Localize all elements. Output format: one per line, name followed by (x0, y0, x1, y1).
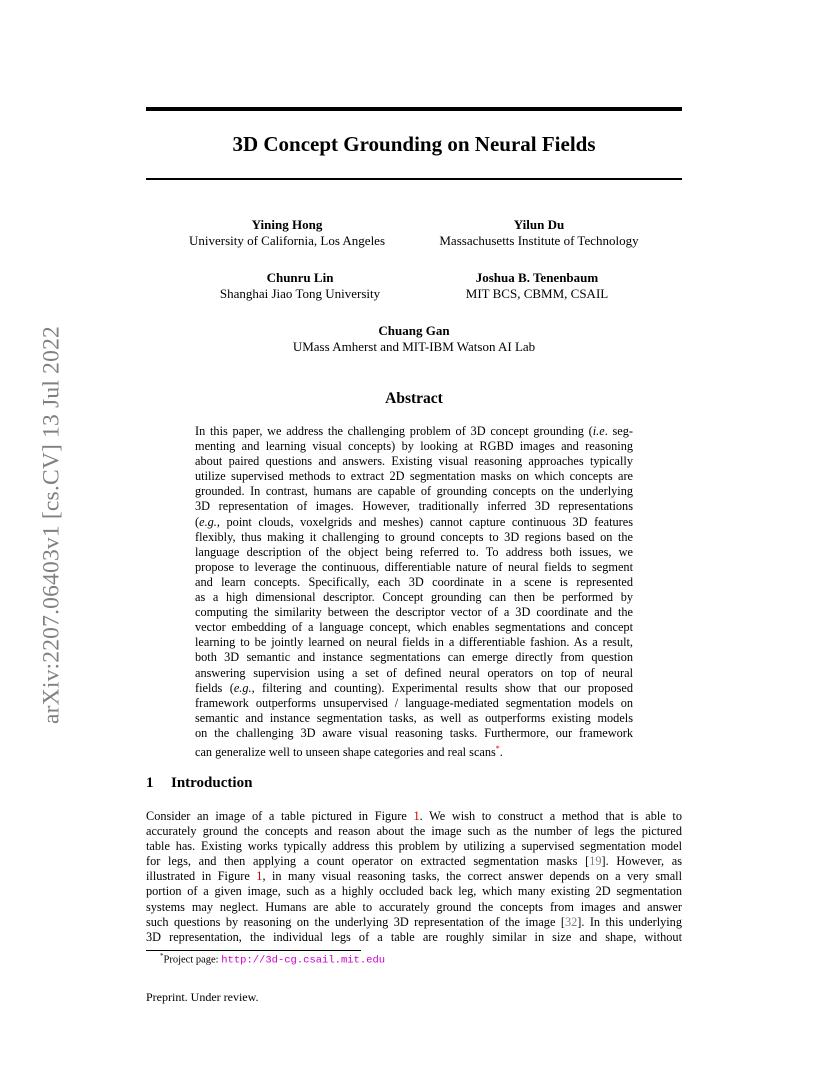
abstract-body: In this paper, we address the challenging problem of 3D concept grounding (i.e. seg- menting and learning visual concepts) by looking at RGBD images and reasoning about paired questions and answers. Existing visual reasoning approaches typically utilize supervised methods to extract 2D segmentation masks on which concepts are grounded. In contrast, humans are capable of grounding concepts on the underlying 3D representation of images. However, traditionally inferred 3D representations (e.g., point clouds, voxelgrids and meshes) cannot capture continuous 3D features flexibly, thus making it challenging to ground concepts to 3D regions based on the language description of the object being referred to. To address both issues, we propose to leverage the continuous, differentiable nature of neural fields to segment and learn concepts. Specifically, each 3D coordinate in a scene is represented as a high dimensional descriptor. Concept grounding can then be performed by computing the similarity between the descriptor vector of a 3D coordinate and the vector embedding of a language concept, which enables segmentations and concept learning to be jointly learned on neural fields in a differentiable fashion. As a result, both 3D semantic and instance segmentations can emerge directly from question answering supervision using a set of defined neural operators on top of neural fields (e.g., filtering and counting). Experimental results show that our proposed framework outperforms unsupervised / language-mediated segmentation models on semantic and instance segmentation tasks, as well as outperforms existing models on the challenging 3D aware visual reasoning tasks. Furthermore, our framework can generalize well to unseen shape categories and real scans*. (195, 424, 634, 760)
abstract-line: grounded. In contrast, humans are capable of grounding concepts on the underlying (195, 484, 633, 499)
abstract-line: learning to be jointly learned on neural fields in a differentiable fashion. As a result, (195, 635, 633, 650)
abstract-line: answering supervision using a set of defined neural operators on top of neural (195, 665, 633, 680)
abstract-line: In this paper, we address the challenging problem of 3D concept grounding ( (195, 424, 593, 438)
abstract-line: as a high dimensional descriptor. Concept grounding can then be performed by (195, 590, 633, 605)
abstract-line: semantic and instance segmentation tasks, as well as outperforms existing models (195, 710, 633, 725)
footnote-marker-link[interactable]: * (495, 743, 500, 753)
footnote (160, 952, 385, 967)
author-affiliation: Massachusetts Institute of Technology (439, 233, 639, 248)
author-affiliation: MIT BCS, CBMM, CSAIL (465, 286, 609, 301)
author-affiliation: Shanghai Jiao Tong University (219, 286, 381, 301)
preprint-note: Preprint. Under review. (146, 990, 259, 1004)
figure-reference-link[interactable]: 1 (413, 809, 420, 823)
body-line: ]. However, as (601, 854, 682, 869)
author-name: Yilun Du (513, 217, 565, 232)
intro-body (146, 809, 682, 945)
abstract-line: can generalize well to unseen shape categories and real scans (195, 745, 496, 760)
abstract-heading: Abstract (385, 390, 443, 407)
section-number: 1 (146, 775, 154, 791)
title-rule-bottom (146, 178, 682, 180)
footnote-label: Project page: (163, 954, 222, 966)
author-affiliation: UMass Amherst and MIT-IBM Watson AI Lab (292, 339, 536, 354)
author-block (430, 217, 648, 249)
title-rule-top (146, 107, 682, 111)
footnote-marker: * (160, 952, 164, 960)
citation-link[interactable]: 32 (564, 914, 578, 929)
abstract-line: , filtering and counting). Experimental results show that our proposed (251, 680, 633, 695)
abstract-emphasis: e.g. (233, 680, 252, 695)
section-heading (146, 775, 252, 792)
body-line: for legs, and then applying a count operator on extracted segmentation masks [ (146, 854, 590, 869)
body-line: . We wish to construct a method that is able to (419, 809, 682, 823)
body-line: systems may neglect. Humans are able to accurately ground the concepts from images and answer (146, 899, 682, 914)
abstract-line: and learn concepts. Specifically, each 3D coordinate in a scene is represented (195, 574, 633, 589)
abstract-line: menting and learning visual concepts) by looking at RGBD images and reasoning (195, 439, 633, 454)
body-line: accurately ground the concepts and reason about the image such as the number of legs the pictured (146, 824, 682, 839)
citation-link[interactable]: 19 (589, 854, 602, 869)
abstract-line: propose to leverage the continuous, differentiable nature of neural fields to segment (195, 559, 633, 574)
body-line: illustrated in Figure (146, 869, 257, 884)
body-line: such questions by reasoning on the underlying 3D representation of the image [ (146, 914, 565, 929)
author-name: Yining Hong (251, 217, 323, 232)
project-page-link[interactable]: http://3d-cg.csail.mit.edu (221, 954, 386, 967)
author-block (264, 323, 564, 355)
abstract-line: both 3D semantic and instance segmentations can emerge directly from question (195, 650, 633, 665)
body-line: Consider an image of a table pictured in Figure (146, 809, 414, 823)
abstract-emphasis: i.e (592, 424, 605, 438)
arxiv-identifier: arXiv:2207.06403v1 [cs.CV] 13 Jul 2022 (38, 326, 65, 724)
footnote-rule (146, 950, 361, 951)
author-name: Joshua B. Tenenbaum (475, 270, 599, 285)
abstract-line: , point clouds, voxelgrids and meshes) cannot capture continuous 3D features (216, 514, 633, 529)
author-block (437, 270, 637, 302)
figure-reference-link[interactable]: 1 (256, 869, 263, 884)
abstract-line: vector embedding of a language concept, which enables segmentations and concept (195, 620, 633, 635)
abstract-line: language description of the object being referred to. To address both issues, we (195, 544, 633, 559)
abstract-line: on the challenging 3D aware visual reasoning tasks. Furthermore, our framework (195, 725, 633, 740)
paper-title: 3D Concept Grounding on Neural Fields (232, 132, 596, 156)
abstract-line: framework outperforms unsupervised / language-mediated segmentation models on (195, 695, 633, 710)
abstract-line: flexibly, thus making it challenging to ground concepts to 3D regions based on the (195, 529, 633, 544)
body-line: portion of a given image, such as a highly occluded back leg, which many existing 2D segmentation (146, 884, 682, 899)
section-title: Introduction (171, 775, 253, 791)
author-name: Chunru Lin (266, 270, 334, 285)
body-line: , in many visual reasoning tasks, the correct answer depends on a very small (262, 869, 682, 884)
author-affiliation: University of California, Los Angeles (188, 233, 386, 248)
author-block (187, 217, 387, 249)
abstract-emphasis: e.g. (199, 514, 217, 529)
author-name: Chuang Gan (378, 323, 450, 338)
abstract-line: about paired questions and answers. Existing visual reasoning approaches typically (195, 454, 633, 469)
body-line: ]. In this underlying (577, 914, 682, 929)
body-line: 3D representation, the individual legs of a table are roughly similar in size and shape, without (146, 929, 682, 944)
body-line: table has. Existing works typically address this problem by utilizing a supervised segmentation model (146, 839, 682, 854)
abstract-line: . (499, 745, 503, 760)
abstract-line: fields ( (195, 680, 234, 695)
abstract-line: computing the similarity between the descriptor vector of a 3D coordinate and the (195, 605, 633, 620)
abstract-line: utilize supervised methods to extract 2D segmentation masks on which concepts are (195, 469, 633, 484)
abstract-line: . seg- (604, 424, 634, 438)
author-block (200, 270, 400, 302)
abstract-line: 3D representation of images. However, traditionally inferred 3D representations (195, 499, 633, 514)
